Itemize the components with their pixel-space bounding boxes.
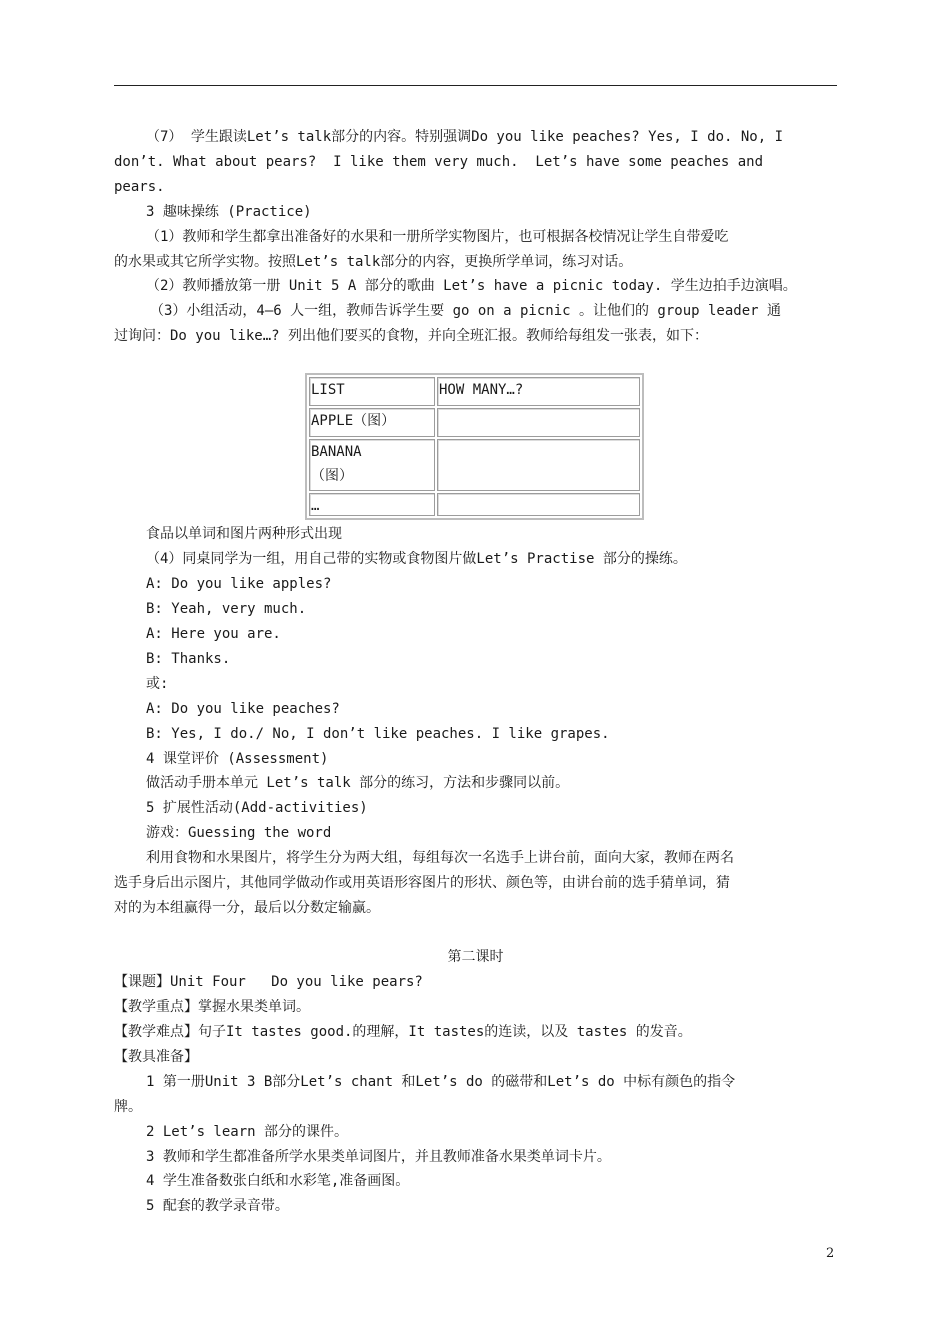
table-header-list: LIST — [309, 377, 435, 406]
section-heading-assessment: 4 课堂评价 (Assessment) — [146, 751, 329, 767]
materials-item: 2 Let’s learn 部分的课件。 — [146, 1124, 349, 1140]
paragraph-line: 做活动手册本单元 Let’s talk 部分的练习，方法和步骤同以前。 — [146, 775, 570, 791]
paragraph-line: （1）教师和学生都拿出准备好的水果和一册所学实物图片，也可根据各校情况让学生自带爱吃 — [146, 229, 729, 245]
paragraph-line: （2）教师播放第一册 Unit 5 A 部分的歌曲 Let’s have a picnic today. 学生边拍手边演唱。 — [146, 278, 797, 294]
section-heading-add-activities: 5 扩展性活动(Add-activities) — [146, 800, 368, 816]
dialogue-line: 或: — [146, 676, 169, 692]
table-cell — [437, 439, 640, 491]
paragraph-line: 选手身后出示图片，其他同学做动作或用英语形容图片的形状、颜色等，由讲台前的选手猜单词，猜 — [114, 875, 730, 891]
paragraph-line: 对的为本组赢得一分，最后以分数定输赢。 — [114, 900, 380, 916]
paragraph-line: （7） 学生跟读Let’s talk部分的内容。特别强调Do you like peaches? Yes, I do. No, I — [146, 129, 784, 145]
header-rule — [114, 85, 837, 86]
paragraph-line: 食品以单词和图片两种形式出现 — [146, 526, 342, 542]
materials-item: 5 配套的教学录音带。 — [146, 1198, 289, 1214]
paragraph-line: don’t. What about pears? I like them very much. Let’s have some peaches and — [114, 154, 764, 170]
paragraph-line: 过询问：Do you like…? 列出他们要买的食物，并向全班汇报。教师给每组发一张表，如下： — [114, 328, 708, 344]
dialogue-line: A: Do you like apples? — [146, 576, 332, 592]
game-title: 游戏：Guessing the word — [146, 825, 332, 841]
table-cell: APPLE（图） — [309, 408, 435, 437]
paragraph-line: pears. — [114, 179, 165, 195]
table-cell — [437, 493, 640, 516]
paragraph-line: （3）小组活动，4—6 人一组，教师告诉学生要 go on a picnic 。让他们的 group leader 通 — [150, 303, 782, 319]
table-cell: … — [309, 493, 435, 516]
lesson-topic: 【课题】Unit Four Do you like pears? — [114, 974, 423, 990]
page-number: 2 — [826, 1246, 835, 1261]
section-heading-practice: 3 趣味操练 (Practice) — [146, 204, 312, 220]
dialogue-line: B: Thanks. — [146, 651, 231, 667]
paragraph-line: 利用食物和水果图片，将学生分为两大组，每组每次一名选手上讲台前，面向大家，教师在两名 — [146, 850, 734, 866]
lesson-title: 第二课时 — [447, 949, 504, 965]
materials-item: 1 第一册Unit 3 B部分Let’s chant 和Let’s do 的磁带和Let’s do 中标有颜色的指令 — [146, 1074, 736, 1090]
table-header-how-many: HOW MANY…? — [437, 377, 640, 406]
lesson-difficult-points: 【教学难点】句子It tastes good.的理解，It tastes的连读，以及 tastes 的发音。 — [114, 1024, 692, 1040]
lesson-key-points: 【教学重点】掌握水果类单词。 — [114, 999, 310, 1015]
materials-item: 4 学生准备数张白纸和水彩笔,准备画图。 — [146, 1173, 410, 1189]
table-cell — [437, 408, 640, 437]
shopping-list-table — [305, 373, 644, 520]
dialogue-line: A: Here you are. — [146, 626, 281, 642]
dialogue-line: A: Do you like peaches? — [146, 701, 340, 717]
table-cell: BANANA （图） — [309, 439, 435, 491]
paragraph-line: 的水果或其它所学实物。按照Let’s talk部分的内容，更换所学单词，练习对话。 — [114, 254, 633, 270]
dialogue-line: B: Yeah, very much. — [146, 601, 307, 617]
dialogue-line: B: Yes, I do./ No, I don’t like peaches. I like grapes. — [146, 726, 610, 742]
lesson-materials-heading: 【教具准备】 — [114, 1049, 198, 1065]
materials-item: 牌。 — [114, 1099, 142, 1115]
materials-item: 3 教师和学生都准备所学水果类单词图片，并且教师准备水果类单词卡片。 — [146, 1149, 611, 1165]
paragraph-line: （4）同桌同学为一组，用自己带的实物或食物图片做Let’s Practise 部分的操练。 — [146, 551, 687, 567]
